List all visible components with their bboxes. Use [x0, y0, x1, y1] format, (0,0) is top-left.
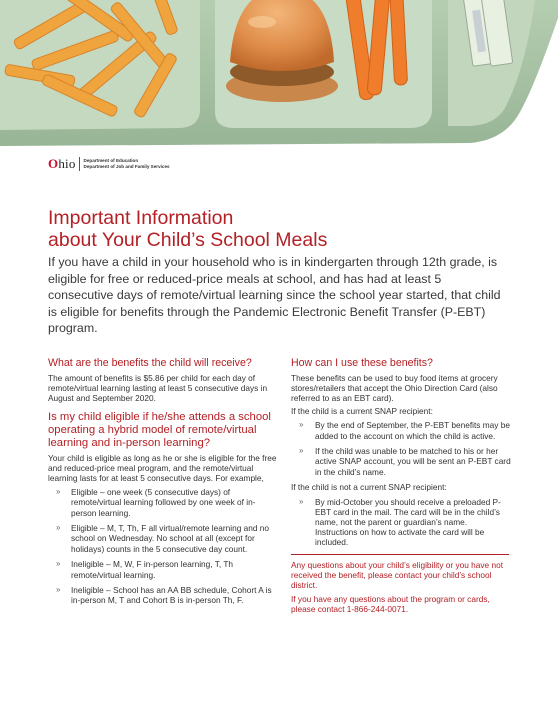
ohio-wordmark: Ohio — [48, 156, 76, 171]
bullet-chevron-icon: » — [56, 585, 61, 595]
benefits-body: The amount of benefits is $5.86 per child for each day of remote/virtual learning lasting at least 5 consecutive days in August and September 2020. — [48, 372, 268, 403]
list-item: » By mid-October you should receive a preloaded P-EBT card in the mail. The card will be in the child’s name, not the parent or guardian’s name. Instructions on how to activate the card will be included. — [299, 496, 501, 548]
intro-paragraph: If you have a child in your household who is in kindergarten through 12th grade, is eligible for free or reduced-price meals at school, and has had at least 5 consecutive days of remote/virtual learning since the school year started, that child is eligible for benefits through the Pandemic Electronic Benefit Transfer (P-EBT) program. — [48, 255, 501, 335]
list-item: » Eligible – M, T, Th, F all virtual/remote learning and no school on Wednesday. No school at all (except for holidays) counts in the 5 consecutive day count. — [56, 523, 269, 554]
eligibility-contact-note: Any questions about your child’s eligibility or you have not received the benefit, please contact your child’s school district. — [291, 559, 504, 590]
bullet-chevron-icon: » — [299, 420, 304, 430]
hybrid-body: Your child is eligible as long as he or she is eligible for the free and reduced-price meal program, and the remote/virtual learning lasts for at least 5 consecutive days. For example, — [48, 452, 277, 483]
list-item: » If the child was unable to be matched to his or her active SNAP account, you will be sent an P-EBT card in the child’s name. — [299, 446, 511, 477]
benefits-heading: What are the benefits the child will receive? — [48, 357, 252, 369]
hybrid-examples-list — [48, 487, 280, 606]
hero-photo-tray — [0, 0, 558, 148]
list-item: » Eligible – one week (5 consecutive days) of remote/virtual learning followed by one week of in-person learning. — [56, 487, 256, 518]
nonsnap-list — [291, 497, 511, 548]
bullet-chevron-icon: » — [56, 523, 61, 533]
department-job-family-services: Department of Job and Family Services — [83, 164, 170, 169]
page-title-line-2: about Your Child’s School Meals — [48, 229, 328, 251]
list-item: » Ineligible – School has an AA BB schedule, Cohort A is in-person M, T and Cohort B is in-person Th, F. — [56, 585, 272, 606]
snap-list — [291, 420, 511, 477]
logo-divider — [79, 157, 80, 171]
page-title — [48, 207, 327, 251]
snap-label: If the child is a current SNAP recipient: — [291, 406, 433, 417]
nonsnap-label: If the child is not a current SNAP recipient: — [291, 482, 447, 493]
bullet-chevron-icon: » — [299, 496, 304, 506]
right-column — [291, 357, 511, 619]
program-contact-note: If you have any questions about the program or cards, please contact 1-866-244-0071. — [291, 594, 490, 615]
usage-heading: How can I use these benefits? — [291, 357, 433, 369]
bullet-chevron-icon: » — [56, 487, 61, 497]
page-title-line-1: Important Information — [48, 207, 234, 229]
hybrid-heading: Is my child eligible if he/she attends a school operating a hybrid model of remote/virtual learning and in-person learning? — [48, 411, 271, 449]
list-item: » By the end of September, the P-EBT benefits may be added to the account on which the child is active. — [299, 420, 510, 441]
bullet-chevron-icon: » — [299, 446, 304, 456]
section-divider — [291, 554, 509, 555]
left-column — [48, 357, 280, 611]
ohio-agency-logo — [48, 156, 170, 172]
school-lunch-tray-illustration — [0, 0, 558, 148]
usage-body: These benefits can be used to buy food items at grocery stores/retailers that accept the Ohio Direction Card (also referred to as an EBT card). — [291, 372, 498, 403]
list-item: » Ineligible – M, W, F in-person learning, T, Th remote/virtual learning. — [56, 559, 234, 580]
department-names — [84, 158, 170, 170]
bullet-chevron-icon: » — [56, 559, 61, 569]
department-education: Department of Education — [83, 158, 139, 163]
